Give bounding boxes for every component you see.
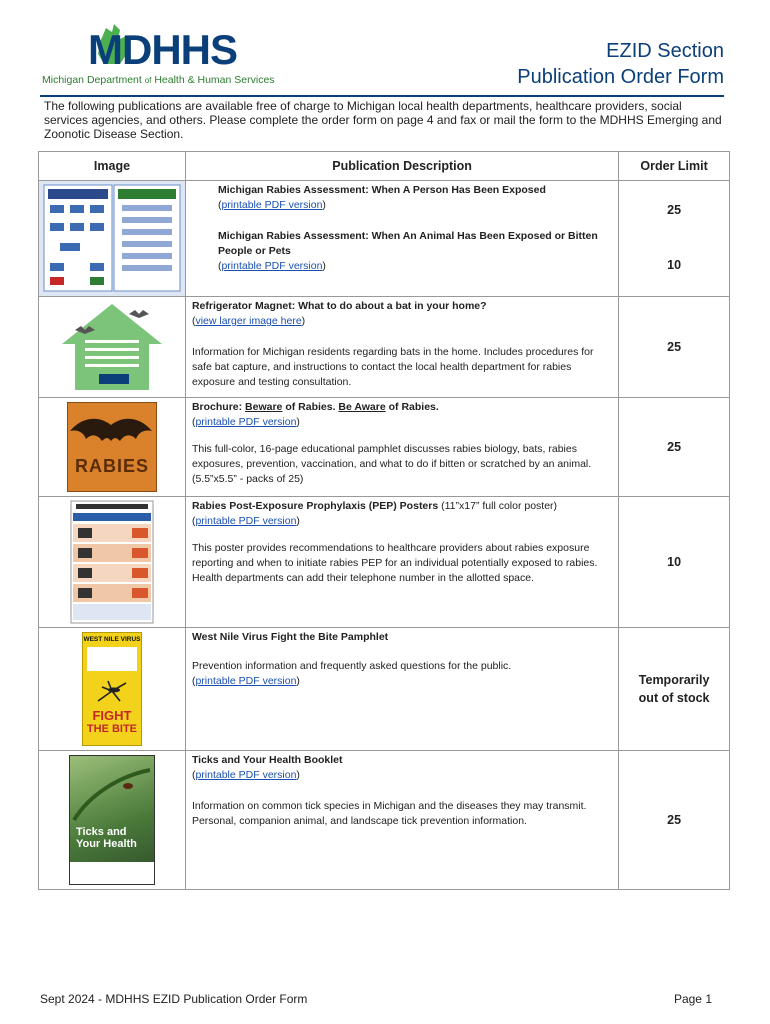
table-header-row bbox=[39, 152, 730, 181]
rabies-brochure-title: Brochure: Beware of Rabies. Be Aware of Rabies. bbox=[191, 401, 439, 413]
rabies-assessment-person-title: Michigan Rabies Assessment: When A Person Has Been Exposed bbox=[217, 184, 546, 196]
rabies-assessment-thumbnail bbox=[39, 181, 186, 297]
rabies-brochure-pdf-link[interactable]: printable PDF version bbox=[195, 416, 297, 428]
table-row bbox=[39, 398, 730, 497]
wnv-pamphlet-image: WEST NILE VIRUS FIGHT THE BITE bbox=[82, 632, 142, 746]
logo-subtitle: Michigan Department of Health & Human Services bbox=[42, 74, 275, 86]
rabies-assessment-limits bbox=[619, 181, 730, 297]
pep-poster-image bbox=[70, 500, 154, 624]
bat-magnet-description: Refrigerator Magnet: What to do about a bat in your home? (view larger image here) Information for Michigan residents regarding bats in the home. Includes procedures for safe bat capture, and instructions to contact the local health department for rabies exposure and testing consultation. bbox=[185, 297, 618, 398]
pep-poster-description: Rabies Post-Exposure Prophylaxis (PEP) Posters (11”x17” full color poster) (printable PDF version) This poster provides recommendations to healthcare providers about rabies exposure reporting and when to initiate rabies PEP for an individual potentially exposed to rabies. Health departments can add their telephone number in the allotted space. bbox=[185, 497, 618, 628]
bat-magnet-image-link[interactable]: view larger image here bbox=[195, 315, 302, 327]
order-limit-animal: 10 bbox=[667, 258, 682, 272]
rabies-brochure-limit: 25 bbox=[619, 398, 730, 497]
ticks-booklet-pdf-link[interactable]: printable PDF version bbox=[195, 769, 297, 781]
wnv-pamphlet-body: Prevention information and frequently asked questions for the public. bbox=[191, 660, 512, 672]
pep-poster-title: Rabies Post-Exposure Prophylaxis (PEP) Posters (11”x17” full color poster) bbox=[191, 500, 558, 512]
table-row bbox=[39, 628, 730, 751]
mdhhs-logo bbox=[40, 20, 310, 90]
title-line-2: Publication Order Form bbox=[517, 66, 724, 88]
table-row bbox=[39, 497, 730, 628]
rabies-brochure-image bbox=[67, 402, 157, 492]
bat-magnet-title: Refrigerator Magnet: What to do about a bat in your home? bbox=[191, 300, 487, 312]
rabies-brochure-thumbnail bbox=[39, 398, 186, 497]
bat-magnet-limit: 25 bbox=[619, 297, 730, 398]
rabies-assessment-poster-image bbox=[42, 183, 182, 293]
wnv-pamphlet-description: West Nile Virus Fight the Bite Pamphlet Prevention information and frequently asked questions for the public. (printable PDF version) bbox=[185, 628, 618, 751]
ticks-booklet-title: Ticks and Your Health Booklet bbox=[191, 754, 343, 766]
rabies-assessment-description: Michigan Rabies Assessment: When A Person Has Been Exposed (printable PDF version) Michigan Rabies Assessment: When An Animal Has Been Exposed or Bitten People or Pets (printable PDF version) bbox=[185, 181, 618, 297]
table-row bbox=[39, 181, 730, 297]
title-line-1: EZID Section bbox=[606, 40, 724, 62]
rabies-brochure-description: Brochure: Beware of Rabies. Be Aware of Rabies. (printable PDF version) This full-color, 16-page educational pamphlet discusses rabies biology, bats, rabies exposures, prevention, vaccination, and what to do if bitten or scratched by an animal. (5.5”x5.5” - packs of 25) bbox=[185, 398, 618, 497]
pep-poster-thumbnail bbox=[39, 497, 186, 628]
ticks-booklet-body: Information on common tick species in Michigan and the diseases they may transmit. Personal, companion animal, and landscape tick prevention information. bbox=[191, 800, 587, 827]
header-rule bbox=[40, 95, 724, 97]
bat-magnet-image bbox=[57, 300, 167, 394]
publication-table bbox=[38, 151, 730, 890]
ticks-booklet-description: Ticks and Your Health Booklet (printable PDF version) Information on common tick species in Michigan and the diseases they may transmit. Personal, companion animal, and landscape tick prevention information. bbox=[185, 751, 618, 890]
pep-poster-body: This poster provides recommendations to healthcare providers about rabies exposure reporting and when to initiate rabies PEP for an individual potentially exposed to rabies. Health departments can add their telephone number in the allotted space. bbox=[191, 542, 598, 584]
table-row bbox=[39, 297, 730, 398]
rabies-brochure-body: This full-color, 16-page educational pamphlet discusses rabies biology, bats, rabies exposures, prevention, vaccination, and what to do if bitten or scratched by an animal. (5.5”x5.5” - packs of 25) bbox=[191, 443, 592, 485]
rabies-brochure-image-text: RABIES bbox=[74, 456, 149, 476]
wnv-pamphlet-pdf-link[interactable]: printable PDF version bbox=[195, 675, 297, 687]
table-row bbox=[39, 751, 730, 890]
mosquito-icon bbox=[92, 677, 132, 707]
intro-paragraph: The following publications are available free of charge to Michigan local health departments, healthcare providers, social services agencies, and others. Please complete the order form on page 4 and fax or mail the form to the MDHHS Emerging and Zoonotic Disease Section. bbox=[44, 99, 722, 141]
logo-wordmark: MDHHS bbox=[88, 26, 237, 73]
ticks-booklet-image: Ticks and Your Health bbox=[69, 755, 155, 885]
order-limit-person: 25 bbox=[667, 203, 682, 217]
leaf-icon bbox=[70, 764, 154, 824]
page-number: Page 1 bbox=[673, 992, 712, 1006]
wnv-pamphlet-thumbnail bbox=[39, 628, 186, 751]
bat-magnet-body: Information for Michigan residents regarding bats in the home. Includes procedures for safe bat capture, and instructions to contact the local health department for rabies exposure and testing consultation. bbox=[191, 346, 594, 388]
bat-magnet-thumbnail bbox=[39, 297, 186, 398]
bat-icon bbox=[68, 411, 154, 461]
header-order-limit: Order Limit bbox=[619, 152, 730, 181]
rabies-assessment-animal-pdf-link[interactable]: printable PDF version bbox=[221, 260, 323, 272]
header-description: Publication Description bbox=[185, 152, 618, 181]
rabies-assessment-animal-title: Michigan Rabies Assessment: When An Animal Has Been Exposed or Bitten People or Pets bbox=[217, 230, 598, 257]
wnv-pamphlet-title: West Nile Virus Fight the Bite Pamphlet bbox=[191, 631, 389, 643]
footer-left: Sept 2024 - MDHHS EZID Publication Order Form bbox=[40, 992, 308, 1006]
ticks-booklet-limit: 25 bbox=[619, 751, 730, 890]
rabies-assessment-person-pdf-link[interactable]: printable PDF version bbox=[221, 199, 323, 211]
document-title bbox=[517, 38, 724, 90]
header-image: Image bbox=[39, 152, 186, 181]
wnv-pamphlet-limit: Temporarily out of stock bbox=[619, 628, 730, 751]
pep-poster-pdf-link[interactable]: printable PDF version bbox=[195, 515, 297, 527]
pep-poster-limit: 10 bbox=[619, 497, 730, 628]
ticks-booklet-thumbnail bbox=[39, 751, 186, 890]
